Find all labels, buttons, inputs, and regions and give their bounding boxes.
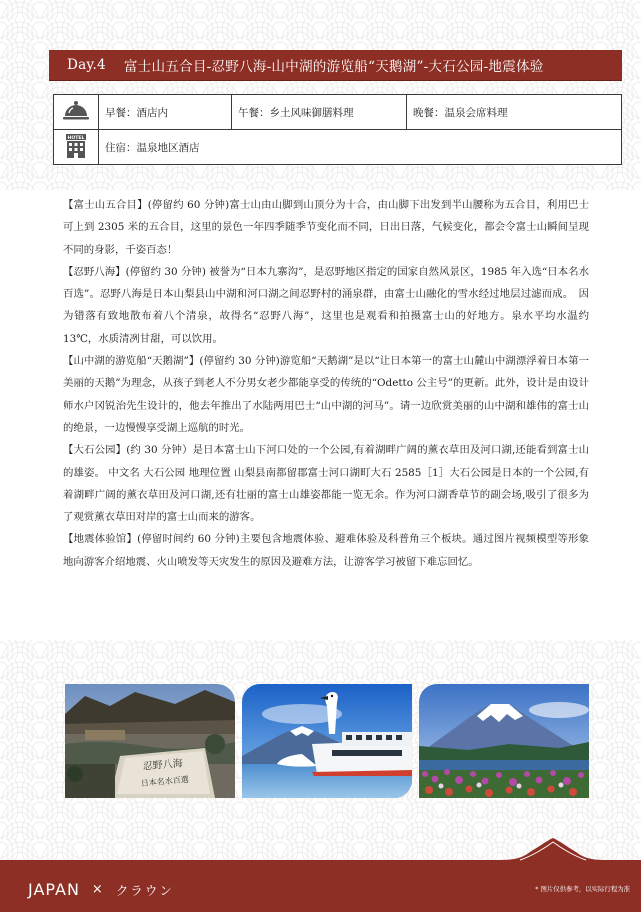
day-title: 富士山五合目-忍野八海-山中湖的游览船“天鹅湖”-大石公园-地震体验 xyxy=(123,59,544,75)
paragraph-text: (约 30 分钟）是日本富士山下河口处的一个公园,有着湖畔广阔的薰衣草田及河口湖,还能看到富士山的雄姿。 中文名 大石公园 地理位置 山梨县南都留郡富士河口湖町大石 2585［1］大石公园是日本的一个公园,有着湖畔广阔的薰衣草田及河口湖,还有壮丽的富士山雄姿都能一览无余。作为河口湖香草节的副会场,吸引了很多为了观赏薰衣草田对岸的富士山而来的游客。 xyxy=(63,444,590,524)
lunch-label: 午餐：乡土风味御膳料理 xyxy=(232,95,407,130)
paragraph-heading: 【山中湖的游览船“天鹅湖”】 xyxy=(63,355,200,368)
paragraph-heading: 【忍野八海】 xyxy=(63,265,126,278)
day-number: Day.4 xyxy=(67,57,106,73)
breakfast-label: 早餐：酒店内 xyxy=(99,95,232,130)
stone-sign-text: 忍野八海 xyxy=(142,758,184,773)
hotel-row xyxy=(54,130,622,165)
paragraph-fuji-5th-station xyxy=(63,194,589,261)
photo-swan-boat xyxy=(242,684,412,798)
paragraph-text: (停留约 30 分钟)游览船“天鹅湖”是以“让日本第一的富士山麓山中湖漂浮着日本第一美丽的天鹅”为理念，从孩子到老人不分男女老少都能享受的传统的“Odetto 公主号”的更新。此外，设计是由设计师水户冈锐治先生设计的，他去年推出了水陆两用巴士“山中湖的河马”。请一边欣赏美丽的山中湖和雄伟的富士山的绝景，一边慢慢享受湖上巡航的时光。 xyxy=(63,355,590,434)
footer-wave-band xyxy=(0,838,641,912)
day-title-bar xyxy=(49,50,622,80)
meal-icon-cell xyxy=(54,95,99,130)
brand-separator: × xyxy=(91,882,104,897)
brand-name: JAPAN xyxy=(28,880,80,899)
paragraph-heading: 【大石公园】 xyxy=(63,444,127,457)
meal-row xyxy=(54,95,622,130)
paragraph-earthquake-museum xyxy=(63,528,589,573)
footer-brand xyxy=(28,880,174,899)
hotel-label: 住宿：温泉地区酒店 xyxy=(99,130,622,165)
paragraph-oshino-hakkai xyxy=(63,261,589,350)
paragraph-text: (停留约 60 分钟)富士山由山脚到山顶分为十合，由山脚下出发到半山腰称为五合目，利用巴士可上到 2305 米的五合目，这里的景色一年四季随季节变化而不同，日出日落，气候变化，都会令富士山瞬间呈现不同的身影，千姿百态！ xyxy=(63,199,590,256)
meal-table xyxy=(53,94,622,165)
dinner-label: 晚餐：温泉会席料理 xyxy=(407,95,622,130)
itinerary-description xyxy=(63,194,589,573)
cloche-icon xyxy=(62,100,90,122)
paragraph-heading: 【地震体验馆】 xyxy=(63,533,138,546)
photo-oishi-park xyxy=(419,684,589,798)
paragraph-swan-lake-boat xyxy=(63,350,589,439)
paragraph-heading: 【富士山五合目】 xyxy=(63,199,148,211)
image-disclaimer: * 图片仅供参考，以实际行程为准 xyxy=(535,885,630,893)
hotel-icon-cell xyxy=(54,130,99,165)
hotel-sign-text: HOTEL xyxy=(67,135,85,141)
paragraph-text: (停留时间约 60 分钟)主要包含地震体验、避难体验及科普角三个板块。通过图片视频模型等形象地向游客介绍地震、火山喷发等天灾发生的原因及避难方法，让游客学习被留下难忘回忆。 xyxy=(63,533,589,568)
hotel-building-icon xyxy=(63,133,89,159)
photo-oshino-hakkai xyxy=(65,684,235,798)
footer xyxy=(0,838,641,912)
paragraph-oishi-park xyxy=(63,439,589,528)
brand-sub: クラウン xyxy=(115,882,174,898)
paragraph-text: (停留约 30 分钟) 被誉为“日本九寨沟”，是忍野地区指定的国家自然风景区，1985 年入选“日本名水百选”。忍野八海是日本山梨县山中湖和河口湖之间忍野村的涌泉群，由富士山融化的雪水经过地层过滤而成。 因为错落有致地散布着八个清泉，故得名“忍野八海”，这里也是观看和拍摄富士山的好地方。泉水平均水温约 13℃，水质清冽甘甜，可以饮用。 xyxy=(63,265,590,345)
stone-sign-subtext: 日本名水百選 xyxy=(140,774,190,789)
